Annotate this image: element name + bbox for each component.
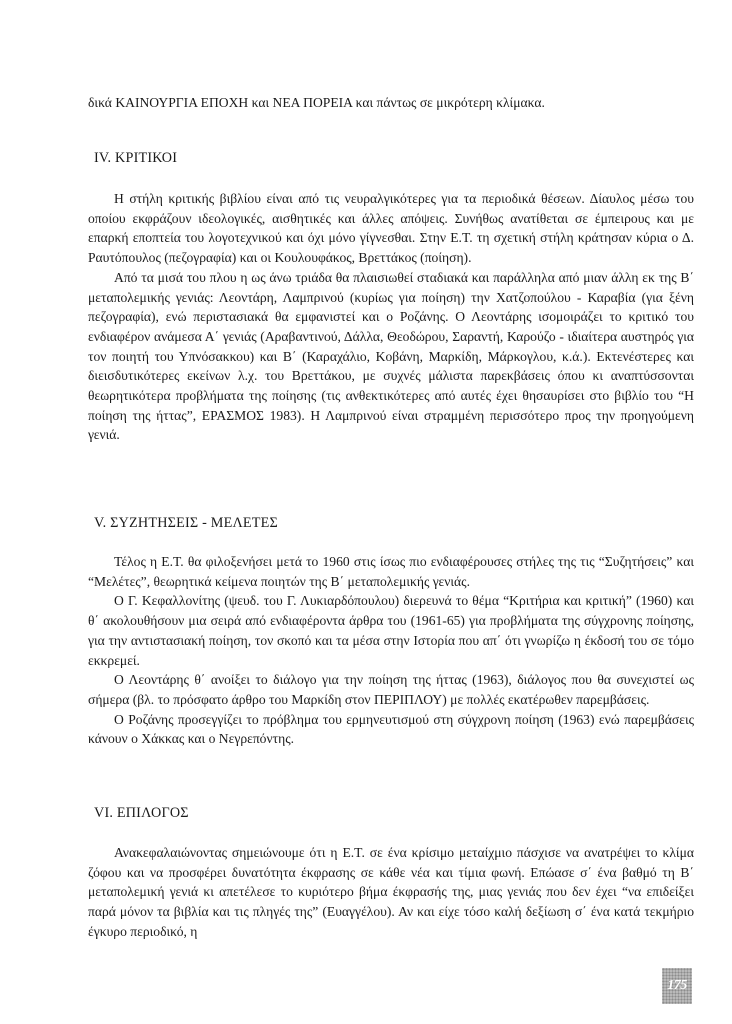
paragraph: Η στήλη κριτικής βιβλίου είναι από τις νευραλγικότερες για τα περιοδικά θέσεων. Δίαυλος μέσω του οποίου εκφράζουν ιδεολογικές, αισθητικές και άλλες απόψεις. Συνήθως ανατίθεται σε έμπειρους και με επαρκή εποπτεία του λογοτεχνικού και όχι μόνο γίγνεσθαι. Στην Ε.Τ. τη σχετική στήλη κράτησαν κύρια ο Δ. Ραυτόπουλος (πεζογραφία) και οι Κουλουφάκος, Βρεττάκος (ποίηση). [88,191,694,266]
section-heading-epilogue: VI. ΕΠΙΛΟΓΟΣ [94,805,189,821]
section-body-critics [88,189,694,445]
paragraph: Ο Ροζάνης προσεγγίζει το πρόβλημα του ερμηνευτισμού στη σύγχρονη ποίηση (1963) ενώ παρεμβάσεις κάνουν ο Χάκκας και ο Νεγρεπόντης. [88,711,694,747]
section-body-epilogue [88,843,694,942]
paragraph: Ο Λεοντάρης θ΄ ανοίξει το διάλογο για την ποίηση της ήττας (1963), διάλογος που θα συνεχιστεί ως σήμερα (βλ. το πρόσφατο άρθρο του Μαρκίδη στον ΠΕΡΙΠΛΟΥ) με πολλές εκατέρωθεν παρεμβάσεις. [88,672,694,707]
section-body-discussions [88,552,694,749]
page-number: 175 [662,968,692,1004]
paragraph: Ανακεφαλαιώνοντας σημειώνουμε ότι η Ε.Τ. σε ένα κρίσιμο μεταίχμιο πάσχισε να ανατρέψει το κλίμα ζόφου και να προσφέρει δυνατότητα έκφρασης σε κάθε νέα και τίμια φωνή. Επώασε σ΄ ένα βαθμό τη Β΄ μεταπολεμική γενιά κι απετέλεσε το κυριότερο βήμα έκφρασής της, μιας γενιάς που δεν έχει “να επιδείξει παρά μόνον τα βιβλία και τις πληγές της” (Ευαγγέλου). Αν και είχε τόσο καλή δεξίωση σ΄ ένα κατά τεκμήριο έγκυρο περιοδικό, η [88,845,694,939]
intro-line: δικά ΚΑΙΝΟΥΡΓΙΑ ΕΠΟΧΗ και ΝΕΑ ΠΟΡΕΙΑ και πάντως σε μικρότερη κλίμακα. [88,95,545,110]
section-heading-discussions: V. ΣΥΖΗΤΗΣΕΙΣ - ΜΕΛΕΤΕΣ [94,515,278,531]
paragraph: Ο Γ. Κεφαλλονίτης (ψευδ. του Γ. Λυκιαρδόπουλου) διερευνά το θέμα “Κριτήρια και κριτική” (1960) και θ΄ ακολουθήσουν μια σειρά από ενδιαφέροντα άρθρα του (1961-65) για προβλήματα της σύγχρονης ποίησης, για την αντιστασιακή ποίηση, τον σκοπό και τα μέσα στην Ιστορία που απ΄ ότι γνωρίζω η έκδοσή του σε τόμο εκκρεμεί. [88,593,694,668]
paragraph: Τέλος η Ε.Τ. θα φιλοξενήσει μετά το 1960 στις ίσως πιο ενδιαφέρουσες στήλες της τις “Συζητήσεις” και “Μελέτες”, θεωρητικά κείμενα ποιητών της Β΄ μεταπολεμικής γενιάς. [88,554,694,589]
section-heading-critics: IV. ΚΡΙΤΙΚΟΙ [94,150,178,166]
paragraph: Από τα μισά του πλου η ως άνω τριάδα θα πλαισιωθεί σταδιακά και παράλληλα από μιαν άλλη εκ της Β΄ μεταπολεμικής γενιάς: Λεοντάρη, Λαμπρινού (κυρίως για ποίηση) την Χατζοπούλου - Καραβία (για ξένη πεζογραφία), ενώ περιστασιακά θα εμφανιστεί και ο Ροζάνης. Ο Λεοντάρης ισομοιράζει το κριτικό του ενδιαφέρον ανάμεσα Α΄ γενιάς (Αραβαντινού, Δάλλα, Θεοδώρου, Σαραντή, Καρούζο - ιδιαίτερα αυστηρός για τον ποιητή του Υπνόσακκου) και Β΄ (Καραχάλιο, Κοβάνη, Μαρκίδη, Μάρκογλου, κ.ά.). Εκτενέστερες και διεισδυτικότερες εκείνων λ.χ. του Βρεττάκου, με συχνές μάλιστα παρεκβάσεις όπου κι αναπτύσσονται θεωρητικότερα προβλήματα της ποίησης (τις ανθεκτικότερες από αυτές έχει θησαυρίσει στο βιβλίο του “Η ποίηση της ήττας”, ΕΡΑΣΜΟΣ 1983). Η Λαμπρινού είναι στραμμένη περισσότερο προς την προηγούμενη γενιά. [88,269,694,443]
